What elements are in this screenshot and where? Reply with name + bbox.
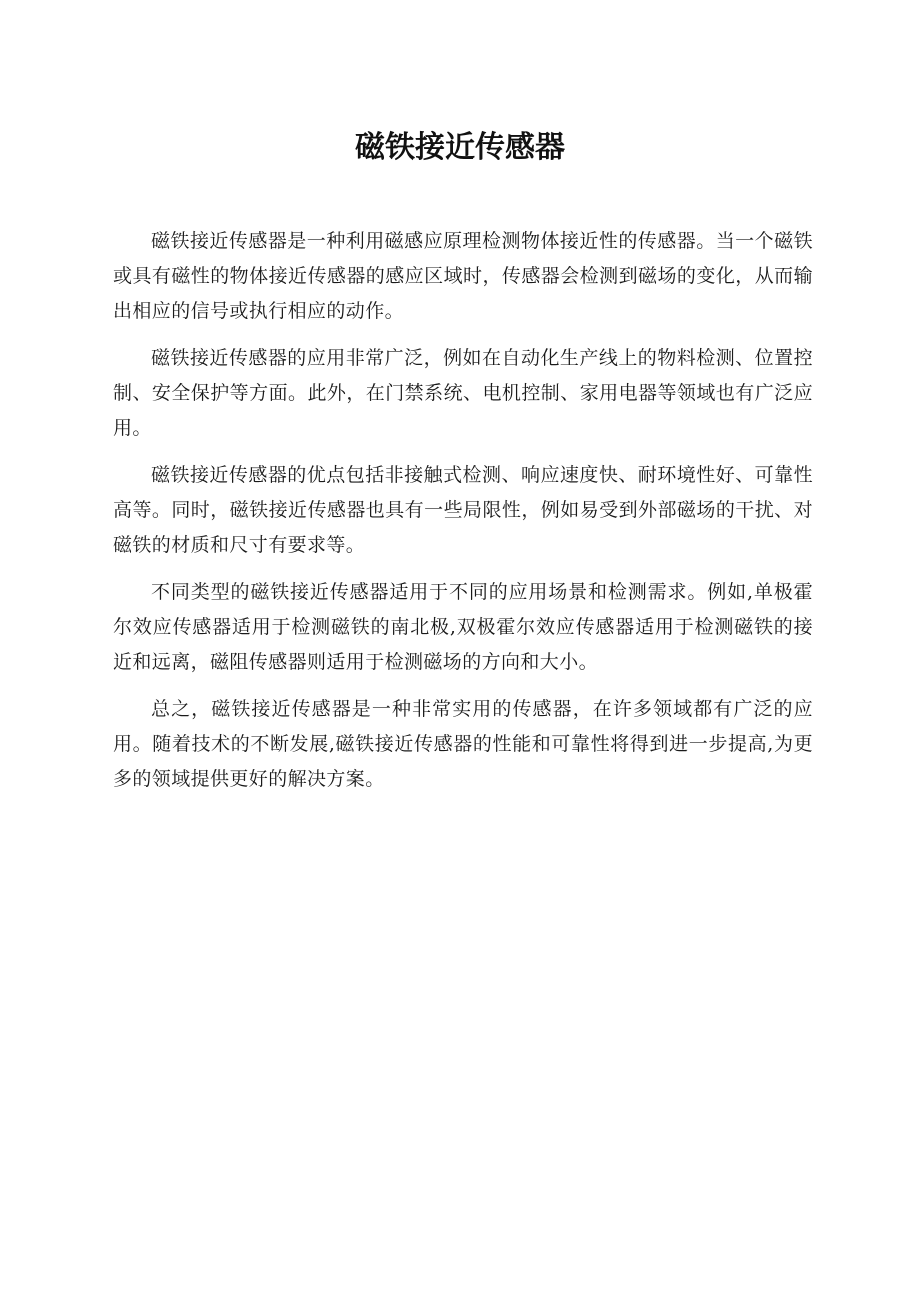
document-title: 磁铁接近传感器 bbox=[355, 130, 565, 165]
paragraph-3: 磁铁接近传感器的优点包括非接触式检测、响应速度快、耐环境性好、可靠性高等。同时，磁铁接近传感器也具有一些局限性，例如易受到外部磁场的干扰、对磁铁的材质和尺寸有要求等。 bbox=[113, 464, 813, 556]
paragraph-5: 总之，磁铁接近传感器是一种非常实用的传感器，在许多领域都有广泛的应用。随着技术的不断发展,磁铁接近传感器的性能和可靠性将得到进一步提高,为更多的领域提供更好的解决方案。 bbox=[113, 698, 813, 790]
paragraph-1: 磁铁接近传感器是一种利用磁感应原理检测物体接近性的传感器。当一个磁铁或具有磁性的物体接近传感器的感应区域时，传感器会检测到磁场的变化，从而输出相应的信号或执行相应的动作。 bbox=[113, 230, 813, 322]
paragraph-2: 磁铁接近传感器的应用非常广泛，例如在自动化生产线上的物料检测、位置控制、安全保护等方面。此外，在门禁系统、电机控制、家用电器等领域也有广泛应用。 bbox=[113, 347, 813, 439]
paragraph-4: 不同类型的磁铁接近传感器适用于不同的应用场景和检测需求。例如,单极霍尔效应传感器适用于检测磁铁的南北极,双极霍尔效应传感器适用于检测磁铁的接近和远离，磁阻传感器则适用于检测磁场的方向和大小。 bbox=[113, 581, 813, 673]
document-body bbox=[113, 224, 813, 809]
